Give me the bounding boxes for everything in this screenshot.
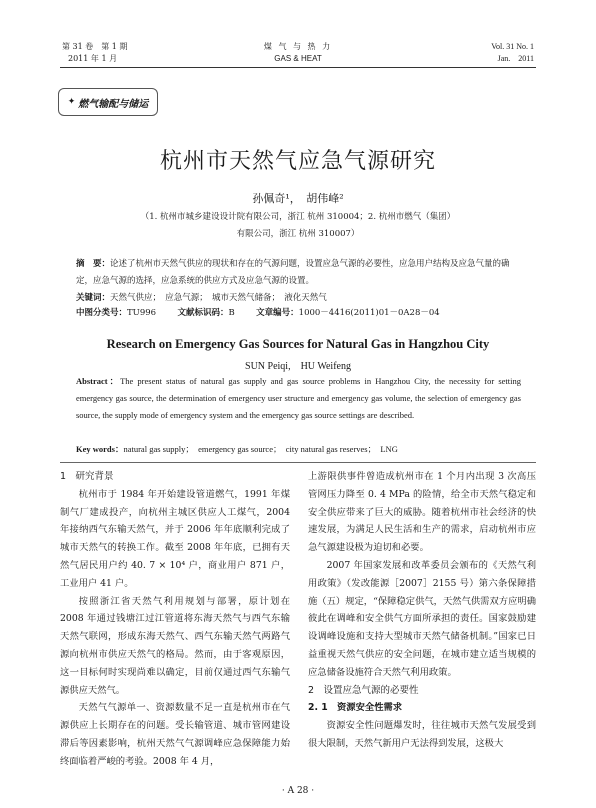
flame-icon: ✦ <box>67 97 76 107</box>
paragraph: 杭州市于 1984 年开始建设管道燃气，1991 年煤制气厂建成投产，向杭州主城区供应人工煤气，2004 年接纳西气东输天然气，并于 2006 年年底顺利完成了城市天然气的转换工作。截至 2008 年年底，已拥有天然气居民用户约 40. 7 × 10⁴ 户，商业用户 871 户，工业用户 41 户。 <box>60 488 290 589</box>
abstract-en-label: Abstract： <box>76 376 121 386</box>
volume-issue-zh: 第 31 卷 第 1 期 <box>62 42 128 51</box>
date-en: Jan. 2011 <box>497 54 534 63</box>
keywords-en <box>76 441 521 458</box>
keywords-zh-label: 关键词： <box>76 293 111 303</box>
page-number: · A 28 · <box>281 786 315 796</box>
paragraph: 天然气气源单一、资源数量不足一直是杭州市在气源供应上长期存在的问题。受长输管道、城市管网建设滞后等因素影响，杭州天然气气源调峰应急保障能力始终面临着严峻的考验。2008 年 4 月， <box>60 702 290 767</box>
paragraph: 按照浙江省天然气利用规划与部署，原计划在 2008 年通过钱塘江过江管道将东海天然气与西气东输天然气联网，形成东海天然气、西气东输天然气两路气源向杭州市供应天然气的格局。然而，由于客观原因，这一目标何时实现尚难以确定，目前仅通过西气东输气源供应天然气。 <box>60 595 290 696</box>
doc-code-value: B <box>228 308 235 318</box>
keywords-en-text: natural gas supply； emergency gas source； city natural gas reserves； LNG <box>123 444 398 454</box>
keywords-en-label: Key words： <box>76 444 124 454</box>
clc-value: TU996 <box>127 308 157 318</box>
paper-title-zh: 杭州市天然气应急气源研究 <box>159 149 436 174</box>
abstract-rule <box>60 462 536 463</box>
section-2-1-heading: 2. 1 资源安全性需求 <box>308 702 403 714</box>
abstract-zh <box>76 256 521 290</box>
journal-name-en: GAS & HEAT <box>274 54 322 63</box>
article-id-value: 1000－4416(2011)01－0A28－04 <box>298 308 440 318</box>
section-tag <box>58 88 158 116</box>
doc-code-label: 文献标识码： <box>177 308 229 318</box>
right-column <box>308 468 536 753</box>
abstract-en <box>76 373 521 424</box>
section-2-heading: 2 设置应急气源的必要性 <box>308 684 419 696</box>
authors-en: SUN Peiqi, HU Weifeng <box>245 361 351 372</box>
section-1-heading: 1 研究背景 <box>60 471 114 482</box>
abstract-en-text: The present status of natural gas supply and gas source problems in Hangzhou City, the necessity for setting emergency gas source, the determination of emergency user structure and emergency gas volume, the selection of emergency gas source, the supply mode of emergency system and the emergency gas source settings are described. <box>76 376 521 420</box>
clc-label: 中图分类号： <box>76 308 128 318</box>
affiliation-line-2: 有限公司，浙江 杭州 310007） <box>236 229 360 239</box>
paragraph: 2007 年国家发展和改革委员会颁布的《天然气利用政策》（发改能源［2007］2155 号）第六条保障措施（五）规定，“保障稳定供气，天然气供需双方应明确彼此在调峰和安全供气方面所承担的责任。国家鼓励建设调峰设施和支持大型城市天然气储备机制。”国家已日益重视天然气供应的安全问题，在城市建立适当规模的应急储备设施符合天然气利用政策。 <box>308 559 536 678</box>
section-tag-label: 燃气输配与储运 <box>78 98 149 110</box>
paragraph: 资源安全性问题爆发时，往往城市天然气发展受到很大限制，天然气新用户无法得到发展，这极大 <box>308 720 536 749</box>
paragraph: 上游限供事件曾造成杭州市在 1 个月内出现 3 次高压管网压力降至 0. 4 MPa 的险情，给全市天然气稳定和安全供应带来了巨大的威胁。随着杭州市社会经济的快速发展，为满足人民生活和生产的需求，启动杭州市应急气源建设极为迫切和必要。 <box>308 471 536 554</box>
left-column <box>60 468 290 771</box>
volume-issue-en: Vol. 31 No. 1 <box>491 42 534 51</box>
abstract-zh-text: 论述了杭州市天然气供应的现状和存在的气源问题，设置应急气源的必要性，应急用户结构及应急气量的确定，应急气源的选择，应急系统的供应方式及应急气源的设置。 <box>76 259 510 286</box>
authors-zh: 孙佩奇¹， 胡伟峰² <box>252 192 344 205</box>
keywords-zh-text: 天然气供应； 应急气源； 城市天然气储备； 液化天然气 <box>110 293 327 303</box>
header-rule <box>60 67 536 68</box>
article-id-label: 文章编号： <box>256 308 299 318</box>
abstract-zh-label: 摘 要： <box>76 259 111 269</box>
date-zh: 2011 年 1 月 <box>68 54 118 63</box>
paper-title-en: Research on Emergency Gas Sources for Natural Gas in Hangzhou City <box>106 337 490 351</box>
affiliation-line-1: （1. 杭州市城乡建设设计院有限公司，浙江 杭州 310004；2. 杭州市燃气（集团） <box>140 212 456 222</box>
journal-name-zh: 煤 气 与 热 力 <box>263 42 333 51</box>
classification-line <box>76 305 521 322</box>
